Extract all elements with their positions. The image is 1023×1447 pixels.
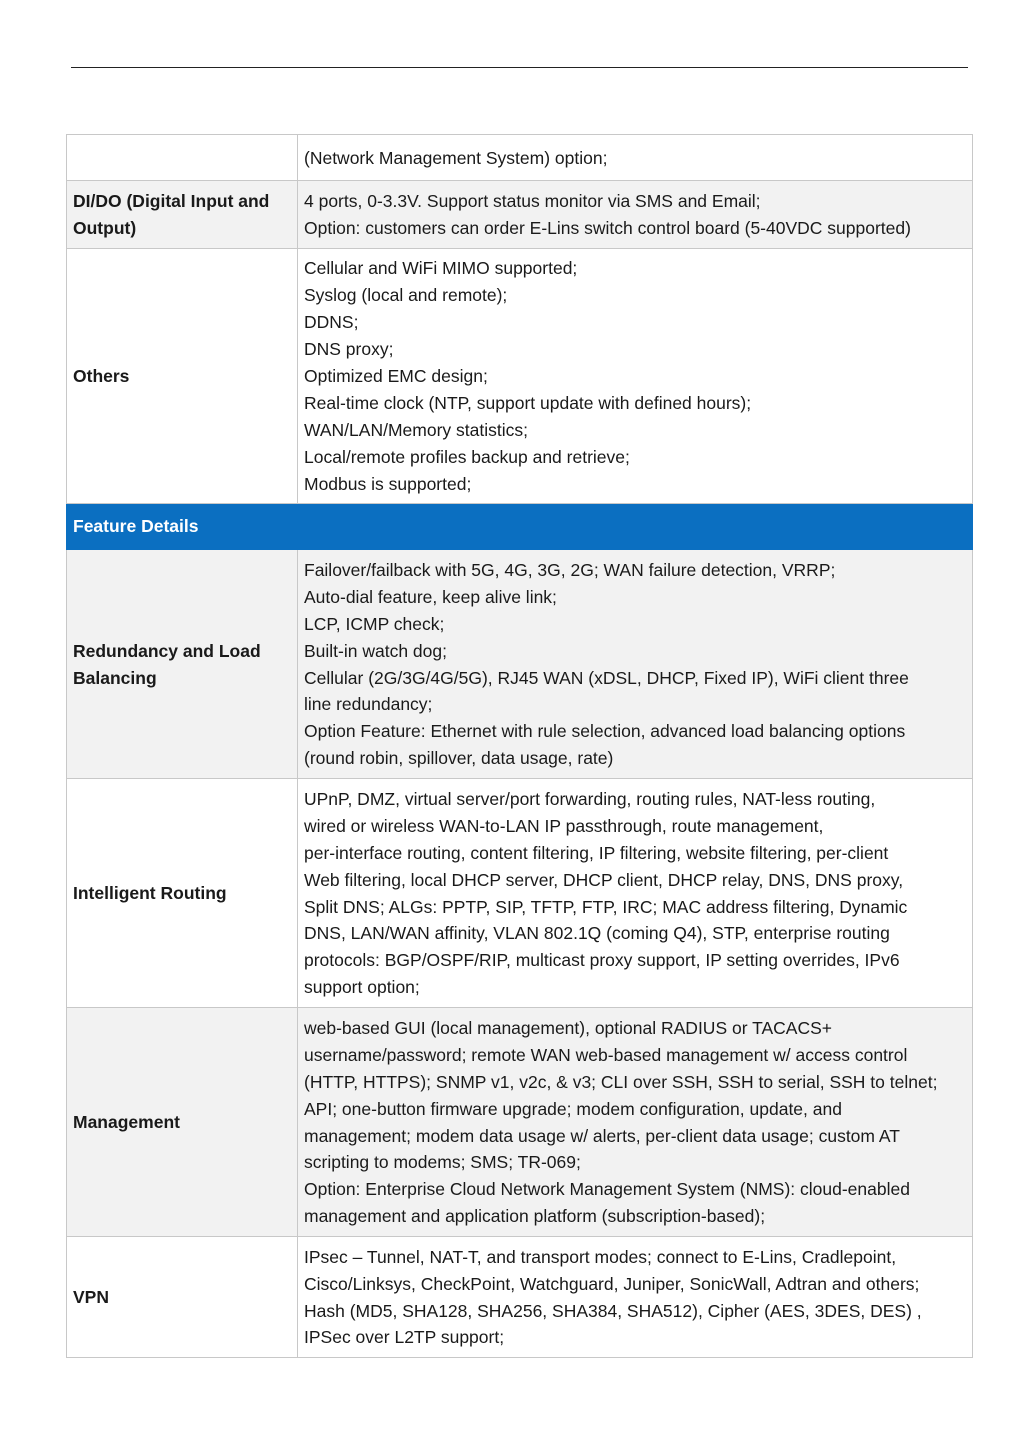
value-line: Syslog (local and remote); bbox=[304, 285, 508, 306]
value-line: Option: Enterprise Cloud Network Management System (NMS): cloud-enabled bbox=[304, 1179, 910, 1200]
row-value bbox=[298, 1237, 973, 1358]
value-line: Option: customers can order E-Lins switch control board (5-40VDC supported) bbox=[304, 218, 911, 238]
row-value bbox=[298, 550, 973, 779]
table-row bbox=[67, 1237, 973, 1358]
value-line: wired or wireless WAN-to-LAN IP passthrough, route management, bbox=[304, 815, 824, 836]
value-line: 4 ports, 0-3.3V. Support status monitor via SMS and Email; bbox=[304, 191, 761, 212]
value-line: per-interface routing, content filtering, IP filtering, website filtering, per-client bbox=[304, 842, 889, 863]
table-row bbox=[67, 135, 973, 181]
value-line: protocols: BGP/OSPF/RIP, multicast proxy support, IP setting overrides, IPv6 bbox=[304, 950, 900, 971]
row-label bbox=[67, 135, 298, 181]
row-value bbox=[298, 779, 973, 1008]
value-line: IPsec – Tunnel, NAT-T, and transport modes; connect to E-Lins, Cradlepoint, bbox=[304, 1246, 897, 1267]
value-line: Option Feature: Ethernet with rule selection, advanced load balancing options bbox=[304, 721, 906, 742]
value-line: scripting to modems; SMS; TR-069; bbox=[304, 1152, 581, 1173]
value-line: Split DNS; ALGs: PPTP, SIP, TFTP, FTP, IRC; MAC address filtering, Dynamic bbox=[304, 896, 908, 917]
spec-table bbox=[66, 134, 973, 1358]
table-row bbox=[67, 550, 973, 779]
value-line: web-based GUI (local management), optional RADIUS or TACACS+ bbox=[304, 1017, 832, 1038]
value-line: (Network Management System) option; bbox=[304, 147, 608, 168]
row-label: Redundancy and Load Balancing bbox=[67, 550, 298, 779]
value-line: Local/remote profiles backup and retrieve; bbox=[304, 446, 630, 467]
value-line: (round robin, spillover, data usage, rate) bbox=[304, 748, 614, 769]
value-line: Hash (MD5, SHA128, SHA256, SHA384, SHA512), Cipher (AES, 3DES, DES) , bbox=[304, 1300, 922, 1321]
value-line: DNS, LAN/WAN affinity, VLAN 802.1Q (coming Q4), STP, enterprise routing bbox=[304, 923, 890, 944]
value-line: IPSec over L2TP support; bbox=[304, 1327, 505, 1348]
row-value bbox=[298, 181, 973, 249]
value-line: LCP, ICMP check; bbox=[304, 613, 445, 634]
value-line: Optimized EMC design; bbox=[304, 366, 488, 387]
row-label: Management bbox=[67, 1008, 298, 1237]
value-line: DNS proxy; bbox=[304, 339, 394, 360]
row-value bbox=[298, 135, 973, 181]
value-line: Cisco/Linksys, CheckPoint, Watchguard, Juniper, SonicWall, Adtran and others; bbox=[304, 1273, 920, 1294]
row-label: Others bbox=[67, 249, 298, 504]
value-line: UPnP, DMZ, virtual server/port forwarding, routing rules, NAT-less routing, bbox=[304, 788, 876, 809]
value-line: Built-in watch dog; bbox=[304, 640, 447, 661]
value-line: Real-time clock (NTP, support update with defined hours); bbox=[304, 392, 752, 413]
value-line: Failover/failback with 5G, 4G, 3G, 2G; WAN failure detection, VRRP; bbox=[304, 559, 836, 580]
row-value bbox=[298, 249, 973, 504]
value-line: DDNS; bbox=[304, 312, 359, 333]
value-line: management and application platform (subscription-based); bbox=[304, 1206, 766, 1227]
table-row bbox=[67, 1008, 973, 1237]
value-line: username/password; remote WAN web-based management w/ access control bbox=[304, 1044, 908, 1065]
row-value bbox=[298, 1008, 973, 1237]
value-line: API; one-button firmware upgrade; modem configuration, update, and bbox=[304, 1098, 842, 1119]
row-label: DI/DO (Digital Input and Output) bbox=[67, 181, 298, 249]
section-header-row bbox=[67, 504, 973, 550]
value-line: line redundancy; bbox=[304, 694, 433, 715]
table-row bbox=[67, 181, 973, 249]
value-line: Modbus is supported; bbox=[304, 473, 472, 494]
value-line: Cellular and WiFi MIMO supported; bbox=[304, 258, 578, 279]
value-line: support option; bbox=[304, 977, 420, 998]
section-title: Feature Details bbox=[67, 504, 973, 550]
row-label: Intelligent Routing bbox=[67, 779, 298, 1008]
value-line: Auto-dial feature, keep alive link; bbox=[304, 586, 557, 607]
value-line: management; modem data usage w/ alerts, per-client data usage; custom AT bbox=[304, 1125, 900, 1146]
table-row bbox=[67, 779, 973, 1008]
value-line: Web filtering, local DHCP server, DHCP client, DHCP relay, DNS, DNS proxy, bbox=[304, 869, 904, 890]
value-line: WAN/LAN/Memory statistics; bbox=[304, 419, 528, 440]
row-label: VPN bbox=[67, 1237, 298, 1358]
table-row bbox=[67, 249, 973, 504]
header-rule bbox=[71, 67, 968, 68]
value-line: (HTTP, HTTPS); SNMP v1, v2c, & v3; CLI over SSH, SSH to serial, SSH to telnet; bbox=[304, 1071, 938, 1092]
value-line: Cellular (2G/3G/4G/5G), RJ45 WAN (xDSL, DHCP, Fixed IP), WiFi client three bbox=[304, 667, 909, 688]
